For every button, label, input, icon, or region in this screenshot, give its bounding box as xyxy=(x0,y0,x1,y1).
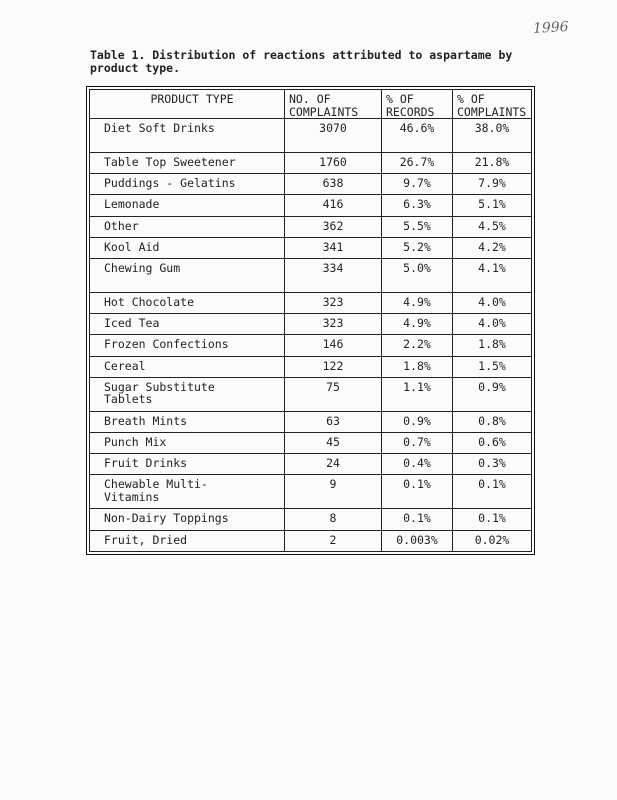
cell-pct-of-complaints: 4.0% xyxy=(453,314,532,335)
cell-complaints-count: 323 xyxy=(285,314,382,335)
cell-pct-of-complaints: 0.02% xyxy=(453,530,532,551)
cell-complaints-count: 416 xyxy=(285,195,382,216)
cell-complaints-count: 334 xyxy=(285,259,382,293)
cell-pct-of-complaints: 0.6% xyxy=(453,433,532,454)
cell-complaints-count: 8 xyxy=(285,509,382,530)
cell-pct-of-complaints: 38.0% xyxy=(453,119,532,153)
cell-product-type: Kool Aid xyxy=(90,237,285,258)
cell-product-type: Other xyxy=(90,216,285,237)
cell-pct-of-records: 1.8% xyxy=(382,356,453,377)
cell-pct-of-records: 4.9% xyxy=(382,314,453,335)
cell-pct-of-complaints: 4.1% xyxy=(453,259,532,293)
cell-pct-of-records: 0.4% xyxy=(382,454,453,475)
cell-pct-of-complaints: 0.3% xyxy=(453,454,532,475)
handwritten-year-annotation: 1996 xyxy=(532,19,570,37)
cell-pct-of-records: 5.0% xyxy=(382,259,453,293)
table-row xyxy=(90,237,532,258)
cell-product-type: Punch Mix xyxy=(90,433,285,454)
table-row xyxy=(90,433,532,454)
cell-complaints-count: 9 xyxy=(285,475,382,509)
cell-complaints-count: 63 xyxy=(285,411,382,432)
cell-product-type: Chewable Multi- Vitamins xyxy=(90,475,285,509)
cell-complaints-count: 362 xyxy=(285,216,382,237)
cell-pct-of-records: 6.3% xyxy=(382,195,453,216)
cell-pct-of-complaints: 1.5% xyxy=(453,356,532,377)
cell-pct-of-complaints: 1.8% xyxy=(453,335,532,356)
table-row xyxy=(90,377,532,411)
table-row xyxy=(90,509,532,530)
cell-pct-of-complaints: 0.1% xyxy=(453,509,532,530)
table-header-row xyxy=(90,90,532,119)
table-row xyxy=(90,195,532,216)
cell-complaints-count: 75 xyxy=(285,377,382,411)
cell-pct-of-complaints: 4.5% xyxy=(453,216,532,237)
cell-complaints-count: 146 xyxy=(285,335,382,356)
header-product-type: PRODUCT TYPE xyxy=(90,90,285,119)
cell-complaints-count: 3070 xyxy=(285,119,382,153)
cell-product-type: Diet Soft Drinks xyxy=(90,119,285,153)
table-row xyxy=(90,259,532,293)
table-body xyxy=(90,119,532,552)
cell-pct-of-complaints: 0.8% xyxy=(453,411,532,432)
table-row xyxy=(90,356,532,377)
table-row xyxy=(90,454,532,475)
cell-product-type: Puddings - Gelatins xyxy=(90,174,285,195)
table-row xyxy=(90,216,532,237)
table-row xyxy=(90,153,532,174)
cell-pct-of-complaints: 0.9% xyxy=(453,377,532,411)
cell-pct-of-complaints: 4.0% xyxy=(453,293,532,314)
table-row xyxy=(90,335,532,356)
table-frame xyxy=(86,86,535,555)
table-row xyxy=(90,174,532,195)
cell-complaints-count: 24 xyxy=(285,454,382,475)
cell-pct-of-complaints: 21.8% xyxy=(453,153,532,174)
cell-product-type: Fruit, Dried xyxy=(90,530,285,551)
cell-complaints-count: 341 xyxy=(285,237,382,258)
cell-complaints-count: 45 xyxy=(285,433,382,454)
cell-product-type: Sugar Substitute Tablets xyxy=(90,377,285,411)
cell-pct-of-records: 0.9% xyxy=(382,411,453,432)
cell-product-type: Non-Dairy Toppings xyxy=(90,509,285,530)
cell-pct-of-records: 9.7% xyxy=(382,174,453,195)
cell-pct-of-records: 5.5% xyxy=(382,216,453,237)
cell-pct-of-records: 0.7% xyxy=(382,433,453,454)
cell-pct-of-complaints: 4.2% xyxy=(453,237,532,258)
cell-complaints-count: 122 xyxy=(285,356,382,377)
cell-product-type: Chewing Gum xyxy=(90,259,285,293)
header-no-of-complaints: NO. OF COMPLAINTS xyxy=(285,90,382,119)
cell-complaints-count: 638 xyxy=(285,174,382,195)
table-caption: Table 1. Distribution of reactions attributed to aspartame by product type. xyxy=(90,48,513,75)
cell-product-type: Lemonade xyxy=(90,195,285,216)
cell-pct-of-complaints: 7.9% xyxy=(453,174,532,195)
complaints-table xyxy=(89,89,532,552)
cell-pct-of-records: 5.2% xyxy=(382,237,453,258)
cell-product-type: Breath Mints xyxy=(90,411,285,432)
cell-pct-of-records: 46.6% xyxy=(382,119,453,153)
cell-pct-of-records: 1.1% xyxy=(382,377,453,411)
cell-pct-of-records: 2.2% xyxy=(382,335,453,356)
header-pct-of-complaints: % OF COMPLAINTS xyxy=(453,90,532,119)
table-row xyxy=(90,530,532,551)
cell-pct-of-records: 0.003% xyxy=(382,530,453,551)
table-row xyxy=(90,293,532,314)
cell-pct-of-records: 26.7% xyxy=(382,153,453,174)
cell-product-type: Fruit Drinks xyxy=(90,454,285,475)
table-row xyxy=(90,119,532,153)
cell-pct-of-records: 4.9% xyxy=(382,293,453,314)
cell-pct-of-complaints: 5.1% xyxy=(453,195,532,216)
table-row xyxy=(90,475,532,509)
cell-pct-of-records: 0.1% xyxy=(382,475,453,509)
cell-product-type: Table Top Sweetener xyxy=(90,153,285,174)
cell-product-type: Cereal xyxy=(90,356,285,377)
cell-complaints-count: 2 xyxy=(285,530,382,551)
table-row xyxy=(90,411,532,432)
cell-complaints-count: 1760 xyxy=(285,153,382,174)
cell-pct-of-complaints: 0.1% xyxy=(453,475,532,509)
cell-complaints-count: 323 xyxy=(285,293,382,314)
table-row xyxy=(90,314,532,335)
cell-product-type: Iced Tea xyxy=(90,314,285,335)
cell-product-type: Hot Chocolate xyxy=(90,293,285,314)
header-pct-of-records: % OF RECORDS xyxy=(382,90,453,119)
cell-pct-of-records: 0.1% xyxy=(382,509,453,530)
cell-product-type: Frozen Confections xyxy=(90,335,285,356)
